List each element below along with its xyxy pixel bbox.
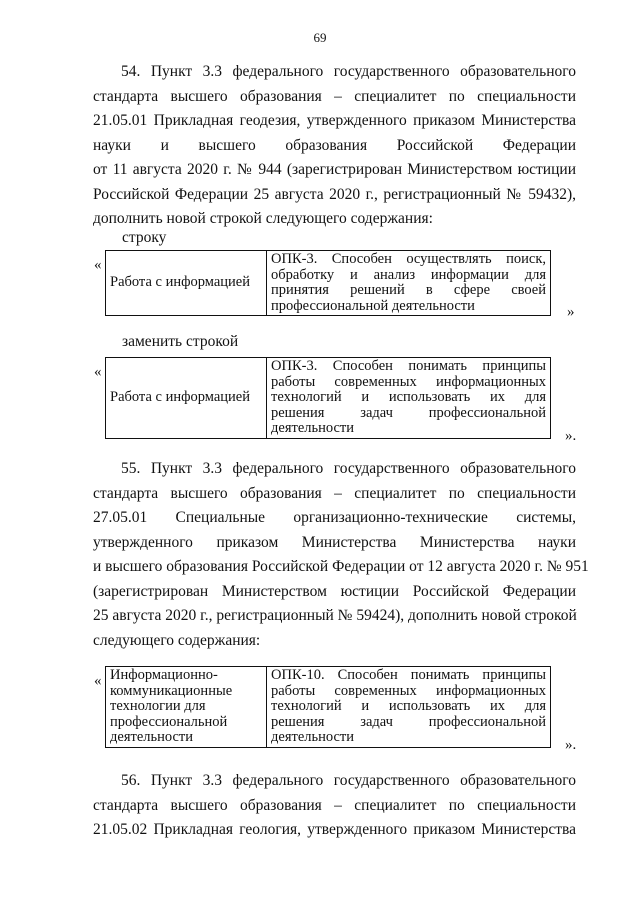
competency-line: работы современных информационных <box>271 373 546 390</box>
quote-open: « <box>94 364 102 380</box>
item-54-line: от 11 августа 2020 г. № 944 (зарегистрирован Министерством юстиции <box>93 161 576 178</box>
item-55-line: следующего содержания: <box>93 631 261 649</box>
competency-line: технологий и использовать их для <box>271 698 546 714</box>
competency-table-new <box>105 357 551 439</box>
competency-table-old <box>105 250 551 316</box>
item-55-line: и высшего образования Российской Федерации от 12 августа 2020 г. № 951 <box>93 558 589 575</box>
label-row-old: строку <box>122 229 167 246</box>
competency-cell <box>267 358 551 439</box>
category-line: деятельности <box>110 729 194 745</box>
competency-table-item-55 <box>105 666 551 748</box>
label-replace: заменить строкой <box>122 333 239 350</box>
item-54-line: стандарта высшего образования – специалитет по специальности <box>93 87 576 105</box>
category-line: Информационно- <box>110 667 218 683</box>
page-number: 69 <box>313 30 327 45</box>
table-row <box>106 251 551 316</box>
quote-close-dot: ». <box>565 428 577 444</box>
category-text: Работа с информацией <box>110 389 250 405</box>
competency-line: обработку и анализ информации для <box>271 266 546 283</box>
category-line: коммуникационные <box>110 682 233 699</box>
competency-line: работы современных информационных <box>271 682 546 699</box>
competency-line: деятельности <box>271 420 355 436</box>
item-55-line: утвержденного приказом Министерства Министерства науки <box>93 533 576 551</box>
item-55-line: 25 августа 2020 г., регистрационный № 59424), дополнить новой строкой <box>93 607 577 624</box>
item-54-line: 21.05.01 Прикладная геодезия, утвержденного приказом Министерства <box>93 112 576 129</box>
competency-line: решения задач профессиональной <box>271 404 546 421</box>
competency-line: ОПК-3. Способен понимать принципы <box>271 358 546 374</box>
competency-line: деятельности <box>271 729 355 745</box>
quote-open: « <box>94 257 102 273</box>
competency-cell <box>267 251 551 316</box>
competency-cell <box>267 667 551 748</box>
table-row <box>106 358 551 439</box>
category-cell <box>106 358 267 439</box>
competency-line: технологий и использовать их для <box>271 389 546 405</box>
item-56-line: 56. Пункт 3.3 федерального государственного образовательного <box>121 772 576 789</box>
item-54-paragraph <box>93 60 576 232</box>
category-line: технологии для <box>110 698 206 714</box>
competency-line: профессиональной деятельности <box>271 297 475 314</box>
quote-open: « <box>94 673 102 689</box>
competency-line: ОПК-10. Способен понимать принципы <box>271 667 546 683</box>
table-row <box>106 667 551 748</box>
quote-close-dot: ». <box>565 737 577 753</box>
category-cell <box>106 251 267 316</box>
item-55-line: стандарта высшего образования – специалитет по специальности <box>93 484 576 502</box>
item-55-line: (зарегистрирован Министерством юстиции Российской Федерации <box>93 582 576 600</box>
item-55-line: 27.05.01 Специальные организационно-технические системы, <box>93 509 576 526</box>
item-56-line: 21.05.02 Прикладная геология, утвержденного приказом Министерства <box>93 821 576 838</box>
item-54-line: науки и высшего образования Российской Федерации <box>93 136 576 154</box>
category-text: Работа с информацией <box>110 274 250 291</box>
competency-line: ОПК-3. Способен осуществлять поиск, <box>271 251 546 267</box>
item-54-line: 54. Пункт 3.3 федерального государственного образовательного <box>121 63 576 80</box>
item-54-line: Российской Федерации 25 августа 2020 г., регистрационный № 59432), <box>93 185 576 203</box>
item-56-paragraph <box>93 769 576 843</box>
item-55-paragraph <box>93 457 589 653</box>
item-54-line: дополнить новой строкой следующего содержания: <box>93 210 433 227</box>
competency-line: решения задач профессиональной <box>271 713 546 730</box>
quote-close: » <box>567 304 575 320</box>
category-line: профессиональной <box>110 713 228 730</box>
item-56-line: стандарта высшего образования – специалитет по специальности <box>93 796 576 814</box>
competency-line: принятия решений в сфере своей <box>271 282 546 298</box>
category-cell <box>106 667 267 748</box>
item-55-line: 55. Пункт 3.3 федерального государственного образовательного <box>121 460 576 477</box>
